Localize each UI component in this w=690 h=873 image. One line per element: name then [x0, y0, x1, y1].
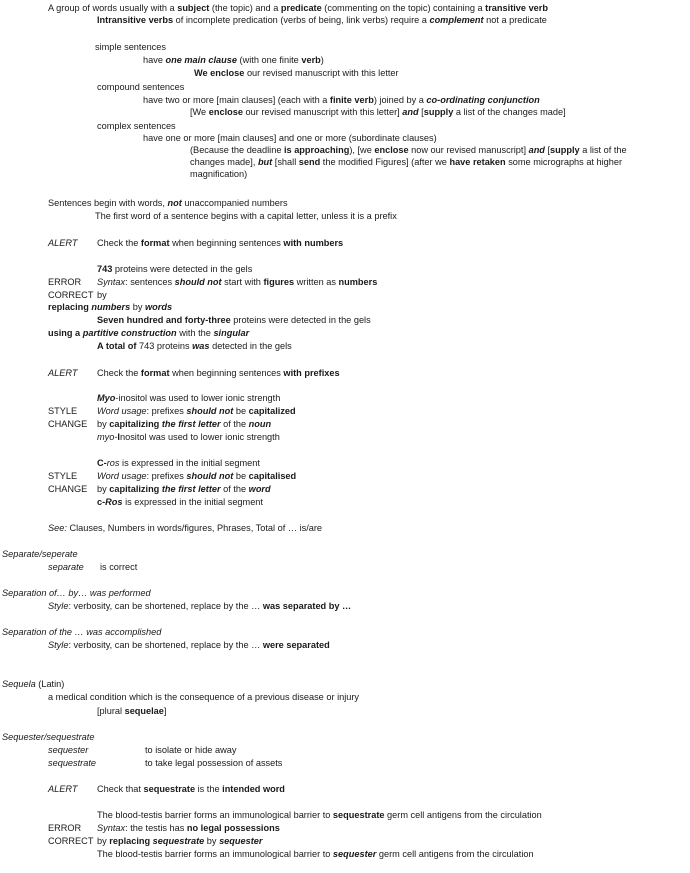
text-run: See:	[48, 523, 67, 533]
text-run: partitive construction	[82, 328, 177, 338]
text-line	[97, 405, 296, 417]
text-run: Intransitive verbs	[97, 15, 174, 25]
text-run: is the	[195, 784, 223, 794]
text-line	[2, 731, 94, 743]
text-run: Sequela	[2, 679, 36, 689]
text-run: sequestrate	[48, 758, 97, 768]
text-run: (the topic) and a	[209, 3, 281, 13]
text-run: is correct	[100, 562, 138, 572]
text-line	[97, 783, 285, 795]
text-run: -inositol was used to lower ionic strength	[115, 393, 281, 403]
text-line	[97, 392, 280, 404]
text-run: and	[528, 145, 545, 155]
text-run: send	[298, 157, 321, 167]
text-run: Clauses, Numbers in words/figures, Phrases, Total of … is/are	[66, 523, 323, 533]
text-run: compound sentences	[97, 82, 185, 92]
text-run: sequester	[219, 836, 263, 846]
text-run: one main clause	[165, 55, 237, 65]
text-line	[48, 327, 249, 339]
text-run: Ros	[105, 497, 123, 507]
text-run: c-	[97, 497, 106, 507]
text-run: numbers	[91, 302, 131, 312]
text-run: intended word	[222, 784, 285, 794]
text-line	[97, 496, 263, 508]
text-line	[48, 367, 77, 379]
text-run: to isolate or hide away	[145, 745, 237, 755]
text-line	[97, 848, 534, 860]
text-run: germ cell antigens from the circulation	[384, 810, 542, 820]
text-line	[2, 626, 161, 638]
text-line	[143, 54, 324, 66]
text-run: was separated by …	[262, 601, 352, 611]
text-run: with numbers	[283, 238, 344, 248]
text-run: CORRECT	[48, 290, 94, 300]
text-run: Syntax	[97, 823, 126, 833]
text-run: ros	[106, 458, 120, 468]
text-run: with prefixes	[283, 368, 340, 378]
text-run: be	[233, 471, 249, 481]
text-run: Separate/seperate	[2, 549, 78, 559]
text-run: have	[143, 55, 166, 65]
text-run: to take legal possession of assets	[145, 758, 283, 768]
text-run: not a predicate	[483, 15, 547, 25]
text-line	[48, 289, 93, 301]
text-run: were separated	[262, 640, 330, 650]
text-run: capitalizing	[109, 484, 162, 494]
text-run: proteins were detected in the gels	[230, 315, 371, 325]
text-line	[2, 548, 78, 560]
text-run: by	[130, 302, 146, 312]
text-run: have one or more [main clauses] and one or more (subordinate clauses)	[143, 133, 437, 143]
text-line	[2, 587, 151, 599]
text-run: now our revised manuscript]	[408, 145, 529, 155]
text-run: our revised manuscript with this letter	[244, 68, 399, 78]
text-run: supply	[550, 145, 580, 155]
text-run: transitive verb	[485, 3, 548, 13]
text-run: CORRECT	[48, 836, 94, 846]
text-run: written as	[294, 277, 339, 287]
text-run: and	[402, 107, 419, 117]
text-line	[48, 405, 77, 417]
text-run: Check the	[97, 238, 141, 248]
text-run: Syntax	[97, 277, 126, 287]
text-run: by	[97, 419, 110, 429]
text-run: replacing	[48, 302, 92, 312]
text-run: I	[117, 432, 120, 442]
text-run: of incomplete predication (verbs of being, link verbs) require a	[173, 15, 430, 25]
text-line	[97, 835, 262, 847]
text-run: by	[97, 836, 110, 846]
text-run: Sentences begin with words,	[48, 198, 168, 208]
text-run: Word usage	[97, 471, 147, 481]
text-run: sequestrate	[143, 784, 196, 794]
text-line	[190, 106, 566, 118]
text-run: ), [we	[349, 145, 375, 155]
text-run: no legal possessions	[186, 823, 280, 833]
text-run: format	[140, 238, 170, 248]
text-line	[48, 418, 87, 430]
text-run: )	[320, 55, 324, 65]
text-run: is approaching	[283, 145, 350, 155]
text-line	[190, 144, 640, 180]
text-run: We enclose	[194, 68, 245, 78]
text-run: : prefixes	[146, 471, 187, 481]
text-run: [We	[190, 107, 209, 117]
text-run: should not	[174, 277, 222, 287]
text-run: Style	[48, 640, 69, 650]
text-line	[48, 237, 77, 249]
text-run: proteins were detected in the gels	[112, 264, 253, 274]
text-run: sequester	[48, 745, 89, 755]
text-run: ERROR	[48, 823, 82, 833]
text-run: with the	[176, 328, 214, 338]
text-line	[48, 197, 288, 209]
text-run: 743	[97, 264, 113, 274]
text-run: but	[257, 157, 273, 167]
text-line	[97, 289, 107, 301]
text-run: A total of	[97, 341, 137, 351]
text-run: sequelae	[124, 706, 164, 716]
text-run: word	[248, 484, 271, 494]
text-run: is expressed in the initial segment	[122, 497, 263, 507]
text-run: (with one finite	[236, 55, 302, 65]
text-run: unaccompanied numbers	[181, 198, 288, 208]
text-run: ERROR	[48, 277, 82, 287]
text-run: : verbosity, can be shortened, replace by the …	[68, 640, 263, 650]
text-line	[97, 705, 166, 717]
text-run: enclose	[208, 107, 243, 117]
text-run: predicate	[280, 3, 322, 13]
text-run: sequestrate	[332, 810, 385, 820]
text-run: (Latin)	[35, 679, 65, 689]
text-run: singular	[213, 328, 250, 338]
text-line	[48, 757, 96, 769]
text-run: is expressed in the initial segment	[119, 458, 260, 468]
text-line	[97, 14, 547, 26]
text-run: numbers	[338, 277, 378, 287]
text-run: be	[233, 406, 249, 416]
text-run: CHANGE	[48, 419, 88, 429]
text-line	[95, 210, 397, 222]
text-run: figures	[263, 277, 295, 287]
text-line	[97, 431, 280, 443]
text-run: sequestrate	[152, 836, 205, 846]
text-line	[97, 822, 280, 834]
text-run: separate	[48, 562, 84, 572]
text-line	[48, 276, 81, 288]
text-run: our revised manuscript with this letter]	[242, 107, 403, 117]
text-run: subject	[177, 3, 210, 13]
text-run: (commenting on the topic) containing a	[321, 3, 486, 13]
text-run: Check that	[97, 784, 144, 794]
text-line	[48, 835, 93, 847]
text-run: complement	[429, 15, 484, 25]
text-run: ALERT	[48, 368, 78, 378]
text-line	[97, 276, 377, 288]
text-run: : the testis has	[125, 823, 187, 833]
text-run: Separation of the … was accomplished	[2, 627, 162, 637]
text-run: CHANGE	[48, 484, 88, 494]
text-run: have two or more [main clauses] (each with a	[143, 95, 330, 105]
text-run: the first letter	[161, 419, 221, 429]
text-line	[48, 561, 84, 573]
text-run: [	[544, 145, 551, 155]
text-run: enclose	[374, 145, 409, 155]
text-run: format	[140, 368, 170, 378]
text-run: when beginning sentences	[169, 238, 284, 248]
text-run: should not	[186, 406, 234, 416]
text-run: when beginning sentences	[169, 368, 284, 378]
text-run: verb	[301, 55, 321, 65]
text-run: the first letter	[161, 484, 221, 494]
text-line	[48, 691, 359, 703]
text-run: Seven hundred and forty-three	[97, 315, 231, 325]
text-line	[48, 301, 172, 313]
text-line	[97, 81, 184, 93]
text-run: ]	[163, 706, 167, 716]
text-line	[97, 237, 343, 249]
text-run: supply	[423, 107, 454, 117]
text-line	[48, 483, 87, 495]
text-run: of the	[220, 484, 249, 494]
text-run: the modified Figures] (after we	[320, 157, 450, 167]
text-run: co-ordinating conjunction	[426, 95, 540, 105]
text-run: Myo	[97, 393, 116, 403]
text-run: A group of words usually with a	[48, 3, 178, 13]
text-line	[48, 744, 88, 756]
text-line	[48, 600, 351, 612]
text-run: germ cell antigens from the circulation	[376, 849, 534, 859]
text-run: by	[204, 836, 220, 846]
text-run: Check the	[97, 368, 141, 378]
text-run: a medical condition which is the consequence of a previous disease or injury	[48, 692, 360, 702]
text-line	[48, 783, 77, 795]
text-line	[48, 2, 548, 14]
text-run: start with	[221, 277, 264, 287]
text-run: finite verb	[329, 95, 374, 105]
text-run: C-	[97, 458, 107, 468]
text-run: myo-	[97, 432, 118, 442]
text-run: ) joined by a	[373, 95, 427, 105]
text-run: Separation of… by… was performed	[2, 588, 151, 598]
text-run: (Because the deadline	[190, 145, 284, 155]
text-run: Style	[48, 601, 69, 611]
text-run: capitalizing	[109, 419, 162, 429]
text-run: simple sentences	[95, 42, 166, 52]
text-line	[97, 809, 542, 821]
text-line	[100, 561, 137, 573]
text-line	[97, 263, 252, 275]
text-line	[145, 744, 236, 756]
text-line	[97, 314, 371, 326]
text-line	[145, 757, 282, 769]
text-run: of the	[220, 419, 249, 429]
text-run: Word usage	[97, 406, 147, 416]
text-run: : prefixes	[146, 406, 187, 416]
text-line	[143, 94, 540, 106]
text-run: 743 proteins	[136, 341, 193, 351]
text-run: STYLE	[48, 471, 78, 481]
text-run: ALERT	[48, 784, 78, 794]
text-run: The blood-testis barrier forms an immunological barrier to	[97, 849, 333, 859]
text-run: nositol was used to lower ionic strength	[119, 432, 280, 442]
text-line	[143, 132, 437, 144]
text-run: [	[418, 107, 424, 117]
text-line	[97, 457, 260, 469]
text-run: detected in the gels	[209, 341, 292, 351]
text-run: words	[145, 302, 173, 312]
text-line	[194, 67, 399, 79]
text-run: replacing	[109, 836, 153, 846]
text-line	[48, 822, 81, 834]
text-run: The first word of a sentence begins with a capital letter, unless it is a prefix	[95, 211, 397, 221]
text-run: by	[97, 290, 107, 300]
text-line	[97, 340, 292, 352]
text-run: Sequester/sequestrate	[2, 732, 95, 742]
text-run: sequester	[332, 849, 377, 859]
text-line	[97, 483, 271, 495]
text-run: by	[97, 484, 110, 494]
text-run: using a	[48, 328, 83, 338]
text-run: capitalized	[248, 406, 296, 416]
text-run: ALERT	[48, 238, 78, 248]
text-run: should not	[186, 471, 234, 481]
text-line	[97, 367, 340, 379]
text-run: a list of the changes made]	[453, 107, 566, 117]
text-run: : sentences	[125, 277, 175, 287]
text-line	[48, 639, 330, 651]
text-line	[2, 678, 64, 690]
text-line	[48, 470, 77, 482]
text-run: The blood-testis barrier forms an immunological barrier to	[97, 810, 333, 820]
text-line	[97, 120, 176, 132]
text-run: not	[167, 198, 182, 208]
text-line	[97, 418, 271, 430]
text-line	[95, 41, 166, 53]
text-run: a list of the changes made],	[190, 145, 627, 167]
text-run: noun	[248, 419, 272, 429]
text-run: have retaken	[449, 157, 506, 167]
text-line	[48, 522, 322, 534]
text-line	[97, 470, 296, 482]
text-run: some micrographs at higher magnification)	[190, 157, 623, 179]
text-run: [shall	[272, 157, 299, 167]
text-run: was	[192, 341, 210, 351]
text-run: capitalised	[248, 471, 297, 481]
text-run: : verbosity, can be shortened, replace by the …	[68, 601, 263, 611]
text-run: [plural	[97, 706, 125, 716]
text-run: STYLE	[48, 406, 78, 416]
text-run: complex sentences	[97, 121, 176, 131]
